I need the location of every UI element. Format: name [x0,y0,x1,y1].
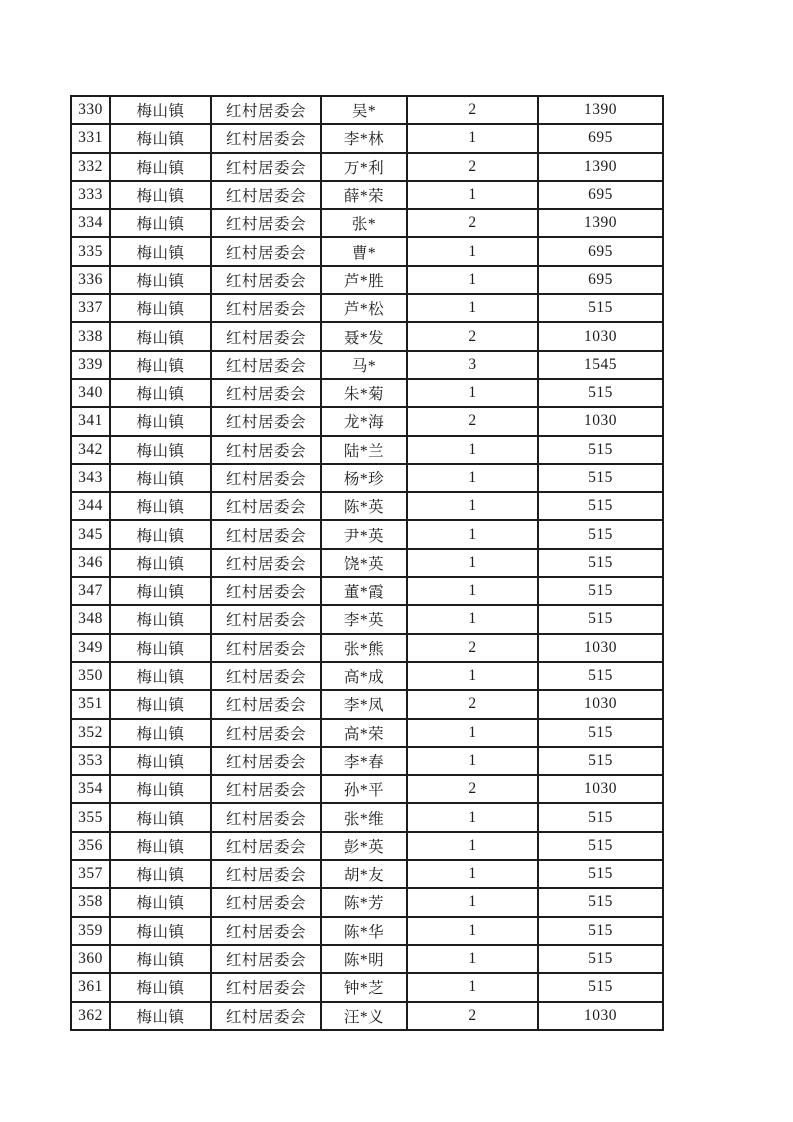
cell-serial: 362 [71,1002,110,1030]
cell-serial: 334 [71,209,110,237]
table-row [71,973,663,1001]
cell-serial: 339 [71,351,110,379]
cell-committee: 红村居委会 [211,96,321,124]
cell-count: 1 [407,492,538,520]
cell-committee: 红村居委会 [211,973,321,1001]
cell-committee: 红村居委会 [211,945,321,973]
cell-town: 梅山镇 [110,973,211,1001]
table-row [71,860,663,888]
cell-count: 1 [407,436,538,464]
cell-amount: 515 [538,520,663,548]
cell-committee: 红村居委会 [211,775,321,803]
cell-name: 李*春 [321,747,407,775]
cell-town: 梅山镇 [110,294,211,322]
cell-count: 2 [407,775,538,803]
cell-town: 梅山镇 [110,945,211,973]
cell-committee: 红村居委会 [211,832,321,860]
cell-name: 胡*友 [321,860,407,888]
cell-amount: 515 [538,577,663,605]
cell-count: 1 [407,719,538,747]
cell-town: 梅山镇 [110,351,211,379]
table-row [71,662,663,690]
cell-amount: 515 [538,973,663,1001]
cell-count: 1 [407,888,538,916]
cell-town: 梅山镇 [110,322,211,350]
table-row [71,719,663,747]
cell-serial: 354 [71,775,110,803]
table-row [71,747,663,775]
cell-serial: 343 [71,464,110,492]
cell-town: 梅山镇 [110,662,211,690]
cell-serial: 352 [71,719,110,747]
cell-committee: 红村居委会 [211,662,321,690]
cell-serial: 361 [71,973,110,1001]
cell-name: 高*成 [321,662,407,690]
cell-name: 孙*平 [321,775,407,803]
cell-committee: 红村居委会 [211,747,321,775]
cell-name: 马* [321,351,407,379]
cell-amount: 1390 [538,209,663,237]
cell-name: 张*熊 [321,634,407,662]
cell-name: 汪*义 [321,1002,407,1030]
cell-town: 梅山镇 [110,577,211,605]
cell-amount: 1390 [538,153,663,181]
table-row [71,153,663,181]
data-table [70,95,664,1031]
cell-town: 梅山镇 [110,634,211,662]
cell-serial: 346 [71,549,110,577]
cell-serial: 340 [71,379,110,407]
cell-name: 陈*芳 [321,888,407,916]
cell-count: 1 [407,549,538,577]
cell-committee: 红村居委会 [211,719,321,747]
cell-serial: 332 [71,153,110,181]
cell-town: 梅山镇 [110,605,211,633]
cell-amount: 515 [538,719,663,747]
cell-committee: 红村居委会 [211,379,321,407]
table-row [71,549,663,577]
cell-amount: 1545 [538,351,663,379]
cell-town: 梅山镇 [110,719,211,747]
cell-name: 陈*华 [321,917,407,945]
cell-committee: 红村居委会 [211,634,321,662]
cell-count: 1 [407,605,538,633]
table-row [71,379,663,407]
cell-amount: 695 [538,266,663,294]
cell-committee: 红村居委会 [211,124,321,152]
cell-name: 陈*英 [321,492,407,520]
cell-committee: 红村居委会 [211,436,321,464]
cell-committee: 红村居委会 [211,266,321,294]
cell-count: 2 [407,634,538,662]
table-row [71,888,663,916]
cell-committee: 红村居委会 [211,605,321,633]
cell-name: 饶*英 [321,549,407,577]
cell-name: 薛*荣 [321,181,407,209]
cell-committee: 红村居委会 [211,860,321,888]
cell-amount: 515 [538,917,663,945]
cell-count: 1 [407,294,538,322]
cell-amount: 695 [538,181,663,209]
cell-serial: 344 [71,492,110,520]
cell-count: 1 [407,237,538,265]
cell-amount: 515 [538,860,663,888]
cell-serial: 338 [71,322,110,350]
cell-amount: 515 [538,379,663,407]
cell-town: 梅山镇 [110,492,211,520]
cell-amount: 515 [538,945,663,973]
cell-town: 梅山镇 [110,860,211,888]
table-row [71,520,663,548]
cell-committee: 红村居委会 [211,492,321,520]
cell-name: 陈*明 [321,945,407,973]
cell-serial: 342 [71,436,110,464]
cell-name: 芦*胜 [321,266,407,294]
cell-serial: 341 [71,407,110,435]
cell-town: 梅山镇 [110,407,211,435]
table-row [71,917,663,945]
cell-count: 1 [407,266,538,294]
cell-serial: 351 [71,690,110,718]
cell-amount: 515 [538,803,663,831]
cell-count: 1 [407,747,538,775]
cell-town: 梅山镇 [110,96,211,124]
cell-count: 2 [407,690,538,718]
cell-town: 梅山镇 [110,832,211,860]
table-row [71,832,663,860]
cell-name: 张*维 [321,803,407,831]
table-body [71,96,663,1030]
cell-count: 1 [407,577,538,605]
cell-amount: 515 [538,662,663,690]
cell-town: 梅山镇 [110,153,211,181]
cell-town: 梅山镇 [110,888,211,916]
cell-committee: 红村居委会 [211,520,321,548]
table-row [71,181,663,209]
cell-amount: 515 [538,605,663,633]
cell-amount: 1030 [538,1002,663,1030]
cell-committee: 红村居委会 [211,407,321,435]
table-row [71,1002,663,1030]
table-row [71,266,663,294]
table-row [71,775,663,803]
cell-amount: 515 [538,832,663,860]
cell-count: 2 [407,209,538,237]
cell-town: 梅山镇 [110,436,211,464]
cell-committee: 红村居委会 [211,577,321,605]
cell-amount: 1030 [538,775,663,803]
cell-serial: 353 [71,747,110,775]
table-row [71,945,663,973]
cell-name: 董*霞 [321,577,407,605]
cell-name: 李*英 [321,605,407,633]
cell-amount: 515 [538,492,663,520]
cell-serial: 348 [71,605,110,633]
cell-amount: 1030 [538,690,663,718]
cell-serial: 336 [71,266,110,294]
cell-name: 彭*英 [321,832,407,860]
cell-committee: 红村居委会 [211,351,321,379]
cell-committee: 红村居委会 [211,294,321,322]
cell-count: 1 [407,124,538,152]
cell-amount: 515 [538,747,663,775]
table-row [71,803,663,831]
cell-town: 梅山镇 [110,124,211,152]
cell-serial: 357 [71,860,110,888]
cell-name: 李*林 [321,124,407,152]
cell-committee: 红村居委会 [211,803,321,831]
cell-serial: 356 [71,832,110,860]
cell-committee: 红村居委会 [211,322,321,350]
cell-count: 1 [407,464,538,492]
cell-committee: 红村居委会 [211,690,321,718]
cell-count: 1 [407,662,538,690]
cell-name: 张* [321,209,407,237]
cell-committee: 红村居委会 [211,181,321,209]
cell-name: 陆*兰 [321,436,407,464]
cell-count: 1 [407,945,538,973]
table-row [71,407,663,435]
cell-serial: 337 [71,294,110,322]
cell-count: 2 [407,96,538,124]
cell-town: 梅山镇 [110,747,211,775]
cell-town: 梅山镇 [110,549,211,577]
cell-name: 万*利 [321,153,407,181]
cell-name: 曹* [321,237,407,265]
cell-name: 尹*英 [321,520,407,548]
cell-town: 梅山镇 [110,379,211,407]
cell-count: 1 [407,860,538,888]
cell-serial: 350 [71,662,110,690]
cell-name: 杨*珍 [321,464,407,492]
cell-serial: 349 [71,634,110,662]
cell-serial: 359 [71,917,110,945]
table-row [71,209,663,237]
table-row [71,492,663,520]
cell-count: 2 [407,1002,538,1030]
cell-committee: 红村居委会 [211,888,321,916]
cell-committee: 红村居委会 [211,917,321,945]
table-row [71,577,663,605]
cell-amount: 695 [538,237,663,265]
cell-serial: 345 [71,520,110,548]
cell-name: 钟*芝 [321,973,407,1001]
cell-committee: 红村居委会 [211,464,321,492]
cell-count: 3 [407,351,538,379]
cell-amount: 515 [538,549,663,577]
cell-town: 梅山镇 [110,917,211,945]
table-row [71,351,663,379]
cell-count: 1 [407,520,538,548]
cell-name: 李*凤 [321,690,407,718]
cell-count: 1 [407,379,538,407]
cell-count: 1 [407,181,538,209]
cell-amount: 515 [538,436,663,464]
cell-count: 2 [407,322,538,350]
cell-amount: 695 [538,124,663,152]
cell-amount: 515 [538,294,663,322]
cell-town: 梅山镇 [110,520,211,548]
cell-serial: 355 [71,803,110,831]
cell-amount: 515 [538,888,663,916]
cell-amount: 1030 [538,407,663,435]
cell-town: 梅山镇 [110,181,211,209]
table-row [71,237,663,265]
table-row [71,436,663,464]
cell-name: 龙*海 [321,407,407,435]
cell-committee: 红村居委会 [211,237,321,265]
cell-name: 高*荣 [321,719,407,747]
cell-serial: 347 [71,577,110,605]
cell-count: 1 [407,973,538,1001]
cell-amount: 1390 [538,96,663,124]
cell-town: 梅山镇 [110,209,211,237]
cell-serial: 330 [71,96,110,124]
cell-committee: 红村居委会 [211,549,321,577]
cell-town: 梅山镇 [110,266,211,294]
table-row [71,96,663,124]
cell-town: 梅山镇 [110,464,211,492]
cell-town: 梅山镇 [110,690,211,718]
cell-count: 2 [407,407,538,435]
cell-serial: 333 [71,181,110,209]
cell-count: 1 [407,832,538,860]
table-row [71,294,663,322]
cell-committee: 红村居委会 [211,209,321,237]
cell-name: 芦*松 [321,294,407,322]
table-row [71,690,663,718]
cell-amount: 515 [538,464,663,492]
cell-serial: 335 [71,237,110,265]
cell-town: 梅山镇 [110,237,211,265]
cell-town: 梅山镇 [110,775,211,803]
table-row [71,605,663,633]
cell-name: 吴* [321,96,407,124]
cell-count: 1 [407,803,538,831]
table-row [71,464,663,492]
table-row [71,634,663,662]
cell-committee: 红村居委会 [211,153,321,181]
table-row [71,322,663,350]
cell-serial: 358 [71,888,110,916]
cell-count: 2 [407,153,538,181]
cell-amount: 1030 [538,634,663,662]
cell-name: 朱*菊 [321,379,407,407]
cell-town: 梅山镇 [110,803,211,831]
cell-count: 1 [407,917,538,945]
cell-town: 梅山镇 [110,1002,211,1030]
cell-committee: 红村居委会 [211,1002,321,1030]
table-row [71,124,663,152]
cell-serial: 331 [71,124,110,152]
cell-serial: 360 [71,945,110,973]
cell-amount: 1030 [538,322,663,350]
cell-name: 聂*发 [321,322,407,350]
